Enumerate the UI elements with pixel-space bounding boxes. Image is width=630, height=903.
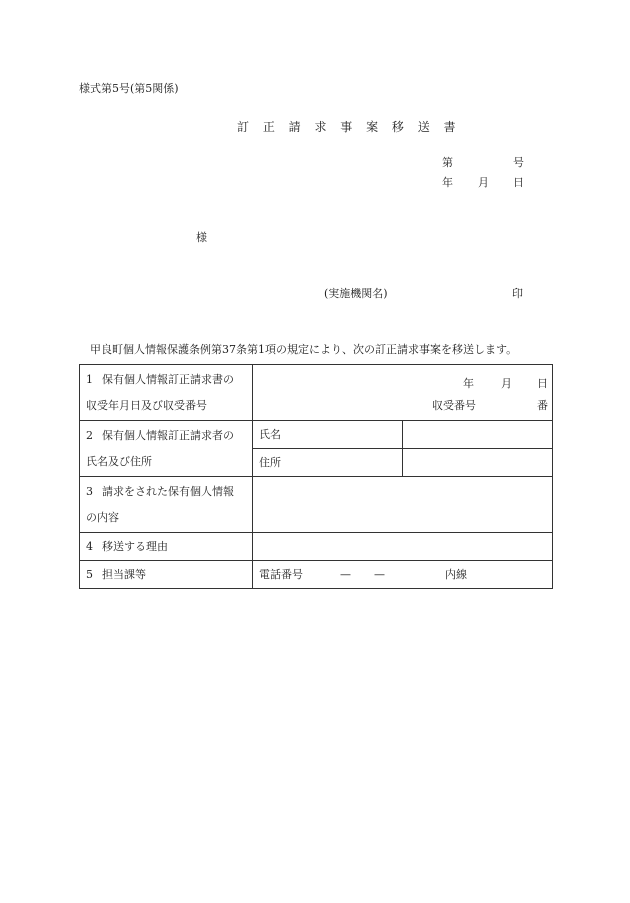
table-row (80, 477, 553, 533)
row-label: 3 請求をされた保有個人情報 の内容 (80, 477, 253, 533)
row-label: 1 保有個人情報訂正請求書の 収受年月日及び収受番号 (80, 365, 253, 421)
table-row (80, 533, 553, 561)
contact-cell: 電話番号 — — 内線 (253, 561, 553, 589)
row-label: 5 担当課等 (80, 561, 253, 589)
requested-info-cell (253, 477, 553, 533)
transfer-form-table (79, 364, 553, 589)
name-value-cell (403, 421, 553, 449)
row-label: 4 移送する理由 (80, 533, 253, 561)
addressee-suffix: 様 (196, 231, 207, 244)
document-title: 訂 正 請 求 事 案 移 送 書 (237, 120, 461, 134)
table-row (80, 365, 553, 421)
table-row (80, 561, 553, 589)
address-label: 住所 (253, 449, 403, 477)
address-value-cell (403, 449, 553, 477)
agency-name-label: (実施機関名) (324, 287, 388, 300)
name-label: 氏名 (253, 421, 403, 449)
form-number: 様式第5号(第5関係) (79, 82, 179, 95)
body-text: 甲良町個人情報保護条例第37条第1項の規定により、次の訂正請求事案を移送します。 (90, 343, 518, 356)
row-label: 2 保有個人情報訂正請求者の 氏名及び住所 (80, 421, 253, 477)
table-row (80, 421, 553, 449)
transfer-reason-cell (253, 533, 553, 561)
seal-mark: 印 (512, 287, 523, 300)
receipt-info-cell: 年 月 日 収受番号 番 (253, 365, 553, 421)
